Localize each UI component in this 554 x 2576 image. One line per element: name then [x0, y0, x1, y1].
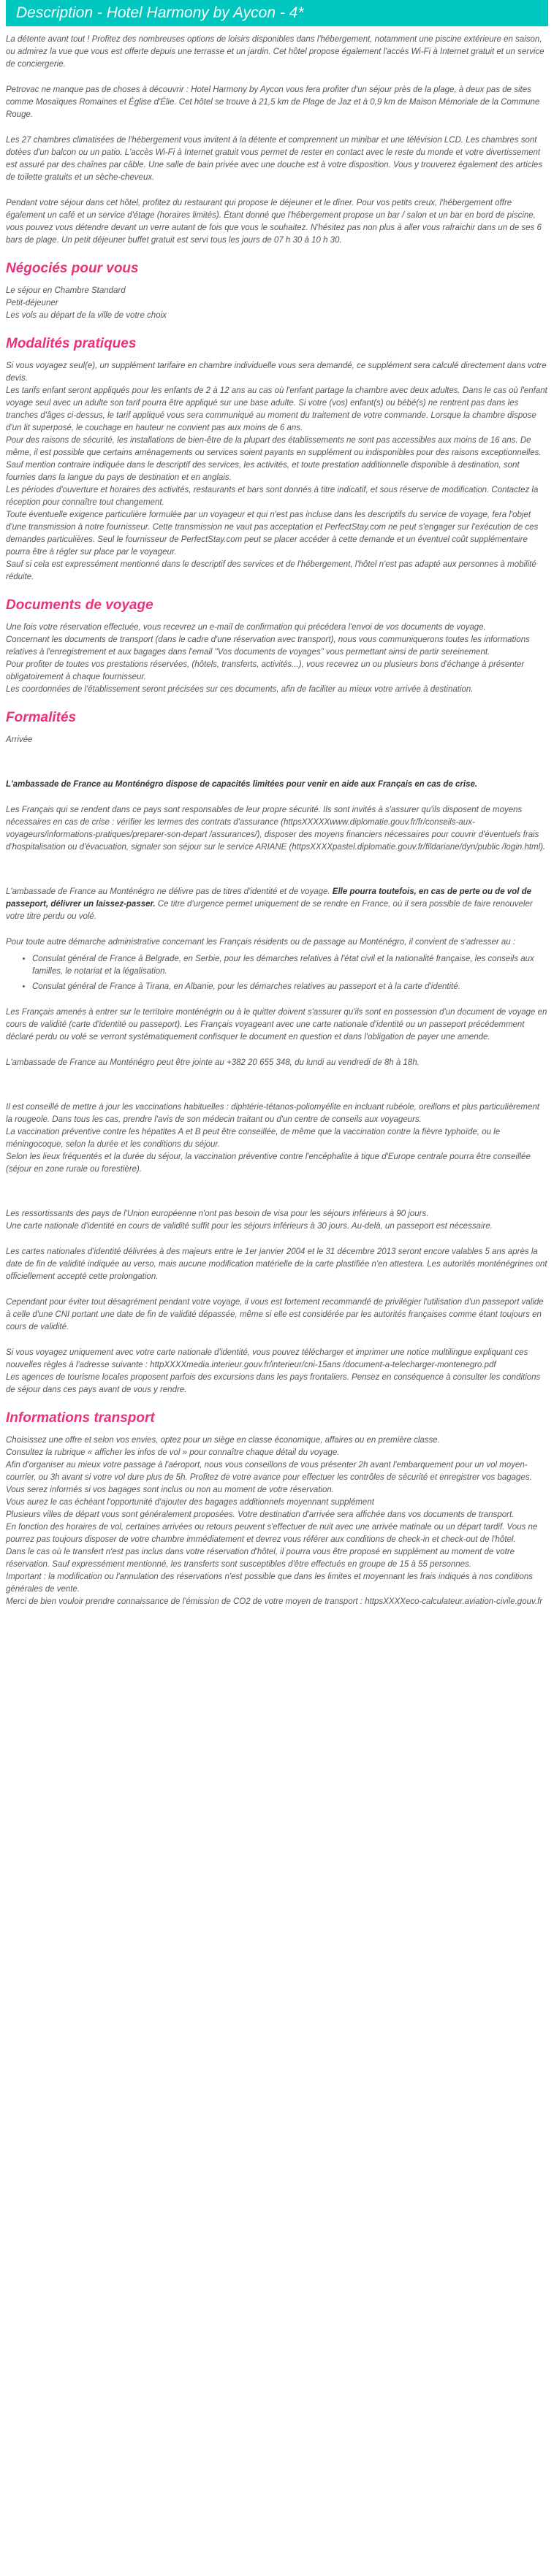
formalites-warning: L'ambassade de France au Monténégro dispose de capacités limitées pour venir en aide aux Français en cas de crise. [6, 780, 478, 789]
formalites-paragraph: Selon les lieux fréquentés et la durée du séjour, la vaccination préventive contre l'encéphalite à tique d'Europe centrale pourra être conseillée (séjour en zone rurale ou forestière). [6, 1153, 531, 1174]
description-paragraph: Petrovac ne manque pas de choses à découvrir : Hotel Harmony by Aycon vous fera profiter d'un séjour près de la plage, à deux pas de sites comme Mosaïques Romaines et Église d'Élie. Cet hôtel se trouve à 21,5 km de Plage de Jaz et à 0,9 km de Maison Mémoriale de la Commune Rouge. [6, 85, 540, 119]
modalites-line: Les périodes d'ouverture et horaires des activités, restaurants et bars sont donnés à titre indicatif, et sous réserve de modification. Contactez la réception pour connaître tout changement. [6, 486, 539, 507]
modalites-line: Les tarifs enfant seront appliqués pour les enfants de 2 à 12 ans au cas où l'enfant partage la chambre avec deux adultes. Dans le cas où l'enfant voyage seul avec un adulte son tarif pourra être appliqué sur une base adulte. Si votre (vos) enfant(s) ou bébé(s) ne rentrent pas dans les tranches d'âges ci-dessus, le tarif appliqué vous sera communiqué au moment du traitement de votre commande. Lorsque la chambre dispose d'un lit superposé, le couchage en hauteur ne convient pas aux moins de 6 ans. [6, 386, 547, 432]
consulat-item: • Consulat général de France à Belgrade, en Serbie, pour les démarches relatives à l'état civil et la nationalité française, les conseils aux familles, le notariat et la légalisation. [32, 953, 548, 978]
modalites-line: Si vous voyagez seul(e), un supplément tarifaire en chambre individuelle vous sera demandé, ce supplément sera calculé directement dans votre devis. [6, 362, 547, 383]
documents-line: Les coordonnées de l'établissement seront précisées sur ces documents, afin de faciliter au mieux votre arrivée à destination. [6, 685, 474, 694]
spacer [6, 1189, 548, 1208]
section-title-formalites: Formalités [6, 710, 77, 725]
formalites-paragraph: Les cartes nationales d'identité délivrées à des majeurs entre le 1er janvier 2004 et le 31 décembre 2013 seront encore valables 5 ans après la date de fin de validité indiquée au verso, mais aucune modification matérielle de la carte plastifiée n'en attestera. Les autorités monténégrines ont officiellement accepté cette prolongation. [6, 1247, 547, 1281]
transport-line: Choisissez une offre et selon vos envies, optez pour un siège en classe économique, affaires ou en première classe. [6, 1436, 440, 1445]
documents-line: Pour profiter de toutes vos prestations réservées, (hôtels, transferts, activités...), vous recevrez un ou plusieurs bons d'échange à présenter obligatoirement à chaque fournisseur. [6, 660, 525, 681]
section-title-documents: Documents de voyage [6, 597, 153, 613]
spacer [6, 760, 548, 779]
negocies-item: Le séjour en Chambre Standard [6, 286, 126, 295]
arrivee-label: Arrivée [6, 735, 33, 744]
transport-line: Merci de bien vouloir prendre connaissance de l'émission de CO2 de votre moyen de transport : httpsXXXXeco-calculateur.aviation-civile.gouv.fr [6, 1597, 543, 1606]
modalites-line: Sauf si cela est expressément mentionné dans le descriptif des services et de l'hébergement, l'hôtel n'est pas adapté aux personnes à mobilité réduite. [6, 560, 536, 581]
formalites-paragraph: Si vous voyagez uniquement avec votre carte nationale d'identité, vous pouvez télécharger et imprimer une notice multilingue expliquant ces nouvelles règles à l'adresse suivante : httpXXXXmedia.interieur.gouv.fr/interieur/cni-15ans /document-a-telecharger-montenegro.pdf [6, 1348, 528, 1369]
formalites-paragraph: L'ambassade de France au Monténégro peut être jointe au +382 20 655 348, du lundi au vendredi de 8h à 18h. [6, 1058, 420, 1067]
modalites-line: Sauf mention contraire indiquée dans le descriptif des services, les activités, et toute prestation additionnelle disponible à destination, sont fournies dans la langue du pays de destination et en anglais. [6, 461, 520, 482]
modalites-line: Toute éventuelle exigence particulière formulée par un voyageur et qui n'est pas incluse dans les descriptifs du service de voyage, fera l'objet d'une transmission à notre fournisseur. Cette transmission ne vaut pas acceptation et PerfectStay.com ne peut s'engager sur l'exécution de ces demandes particulières. Seul le fournisseur de PerfectStay.com peut se placer accéder à cette demande et un éventuel coût supplémentaire pourra être à régler sur place par le voyageur. [6, 511, 539, 557]
modalites-line: Pour des raisons de sécurité, les installations de bien-être de la plupart des établissements ne sont pas accessibles aux moins de 16 ans. De même, il est possible que certains aménagements ou services soient payants en supplément ou indisponibles pour des raisons exceptionnelles. [6, 436, 542, 457]
spacer [6, 1082, 548, 1101]
formalites-paragraph: Cependant pour éviter tout désagrément pendant votre voyage, il vous est fortement recommandé de privilégier l'utilisation d'un passeport valide à celle d'une CNI portant une date de fin de validité dépassée, même si elle est considérée par les autorités françaises comme étant toujours en cours de validité. [6, 1298, 544, 1331]
formalites-paragraph: Pour toute autre démarche administrative concernant les Français résidents ou de passage au Monténégro, il convient de s'adresser au : [6, 938, 516, 947]
page-title: Description - Hotel Harmony by Aycon - 4* [6, 0, 548, 26]
documents-section [6, 597, 548, 696]
content [0, 26, 554, 1608]
description-section [6, 34, 548, 247]
formalites-text: L'ambassade de France au Monténégro ne délivre pas de titres d'identité et de voyage. [6, 887, 333, 896]
consulat-item: • Consulat général de France à Tirana, en Albanie, pour les démarches relatives au passeport et à la carte d'identité. [32, 981, 548, 993]
formalites-paragraph: Les ressortissants des pays de l'Union européenne n'ont pas besoin de visa pour les séjours inférieurs à 90 jours. [6, 1209, 429, 1218]
transport-line: Dans le cas où le transfert n'est pas inclus dans votre réservation d'hôtel, il pourra vous être proposé en supplément au moment de votre réservation. Sauf expressément mentionné, les transferts sont susceptibles d'être effectués en groupe de 15 à 55 personnes. [6, 1548, 515, 1569]
transport-section [6, 1410, 548, 1608]
negocies-item: Petit-déjeuner [6, 299, 58, 307]
modalites-section [6, 335, 548, 584]
transport-line: Vous aurez le cas échéant l'opportunité d'ajouter des bagages additionnels moyennant supplément [6, 1498, 374, 1507]
negocies-item: Les vols au départ de la ville de votre choix [6, 311, 167, 320]
formalites-paragraph: Une carte nationale d'identité en cours de validité suffit pour les séjours inférieurs à 30 jours. Au-delà, un passeport est nécessaire. [6, 1222, 493, 1231]
formalites-bold-text: Elle pourra toutefois, en cas de perte ou de vol de passeport, délivrer un laissez-passer. [6, 887, 532, 909]
section-title-transport: Informations transport [6, 1410, 155, 1426]
formalites-paragraph: Les Français amenés à entrer sur le territoire monténégrin ou à le quitter doivent s'assurer qu'ils sont en possession d'un document de voyage en cours de validité (carte d'identité ou passeport). Les Français voyageant avec une carte nationale d'identité ou un passeport précédemment déclaré perdu ou volé se verront systématiquement confisquer le document en question et dans l'obligation de payer une amende. [6, 1008, 547, 1042]
consulat-list [6, 953, 548, 993]
formalites-paragraph: Les Français qui se rendent dans ce pays sont responsables de leur propre sécurité. Ils sont invités à s'assurer qu'ils disposent de moyens nécessaires en cas de crise : vérifier les termes des contrats d'assurance (httpsXXXXXwww.diplomatie.gouv.fr/fr/conseils-aux-voyageurs/informations-pratiques/preparer-son-depart /assurances/), disposer des moyens financiers nécessaires pour couvrir d'éventuels frais d'hospitalisation ou d'évacuation, signaler son séjour sur le service ARIANE (httpsXXXXpastel.diplomatie.gouv.fr/fildariane/dyn/public /login.html). [6, 806, 546, 852]
documents-line: Une fois votre réservation effectuée, vous recevrez un e-mail de confirmation qui précédera l'envoi de vos documents de voyage. [6, 623, 486, 632]
formalites-text: Ce titre d'urgence permet uniquement de se rendre en France, où il sera possible de faire renouveler votre titre perdu ou volé. [6, 900, 533, 921]
transport-line: Plusieurs villes de départ vous sont généralement proposées. Votre destination d'arrivée sera affichée dans vos documents de transport. [6, 1510, 515, 1519]
formalites-paragraph [6, 886, 548, 923]
transport-line: Vous serez informés si vos bagages sont inclus ou non au moment de votre réservation. [6, 1486, 334, 1494]
description-paragraph: Les 27 chambres climatisées de l'hébergement vous invitent à la détente et comprennent un minibar et une télévision LCD. Les chambres sont dotées d'un balcon ou un patio. L'accès Wi-Fi à Internet gratuit vous permet de rester en contact avec le reste du monde et votre divertissement est assuré par des chaînes par câble. Une salle de bain privée avec une douche est à votre disposition. Vous y trouverez également des articles de toilette gratuits et un sèche-cheveux. [6, 136, 543, 182]
section-title-negocies: Négociés pour vous [6, 261, 139, 276]
transport-line: En fonction des horaires de vol, certaines arrivées ou retours peuvent s'effectuer de nuit avec une arrivée matinale ou un départ tardif. Vous ne pourrez pas toujours disposer de votre chambre immédiatement et devrez vous référer aux conditions de check-in et check-out de l'hôtel. [6, 1523, 538, 1544]
formalites-paragraph: Les agences de tourisme locales proposent parfois des excursions dans les pays frontaliers. Pensez en conséquence à consulter les conditions de séjour dans ces pays avant de vous y rendre. [6, 1373, 541, 1394]
formalites-paragraph: La vaccination préventive contre les hépatites A et B peut être conseillée, de même que la vaccination contre la fièvre typhoïde, ou le méningocoque, selon la durée et les conditions du séjour. [6, 1128, 501, 1149]
description-paragraph: Pendant votre séjour dans cet hôtel, profitez du restaurant qui propose le déjeuner et le dîner. Pour vos petits creux, l'hébergement offre également un café et un service d'étage (horaires limités). Étant donné que l'hébergement propose un bar / salon et un bar en bord de piscine, vous pouvez vous détendre devant un verre autant de fois que vous le souhaitez. N'hésitez pas non plus à aller vous rafraichir dans un de ses 6 bars de plage. Un petit déjeuner buffet gratuit est servi tous les jours de 07 h 30 à 10 h 30. [6, 199, 542, 245]
documents-line: Concernant les documents de transport (dans le cadre d'une réservation avec transport), nous vous communiquerons toutes les informations relatives à l'enregistrement et aux bagages dans l'email "Vos documents de voyages" vous permettant ainsi de partir sereinement. [6, 635, 530, 657]
formalites-paragraph: Il est conseillé de mettre à jour les vaccinations habituelles : diphtérie-tétanos-poliomyélite en incluant rubéole, oreillons et plus particulièrement la rougeole. Dans tous les cas, prendre l'avis de son médecin traitant ou d'un centre de conseils aux voyageurs. [6, 1103, 540, 1124]
negocies-section [6, 260, 548, 322]
spacer [6, 867, 548, 886]
formalites-section [6, 709, 548, 1396]
section-title-modalites: Modalités pratiques [6, 336, 137, 351]
transport-line: Important : la modification ou l'annulation des réservations n'est possible que dans les limites et moyennant les frais indiqués à nos conditions générales de vente. [6, 1572, 533, 1594]
description-paragraph: La détente avant tout ! Profitez des nombreuses options de loisirs disponibles dans l'hébergement, notamment une piscine extérieure en saison, ou admirez la vue que vous est offerte depuis une terrasse et un jardin. Cet hôtel propose également l'accès Wi-Fi à Internet gratuit et un service de conciergerie. [6, 35, 544, 69]
transport-line: Consultez la rubrique « afficher les infos de vol » pour connaître chaque détail du voyage. [6, 1448, 340, 1457]
transport-line: Afin d'organiser au mieux votre passage à l'aéroport, nous vous conseillons de vous présenter 2h avant l'embarquement pour un vol moyen-courrier, ou 3h avant si votre vol dure plus de 5h. Profitez de votre avance pour effectuer les contrôles de sécurité et enregistrer vos bagages. [6, 1461, 532, 1482]
